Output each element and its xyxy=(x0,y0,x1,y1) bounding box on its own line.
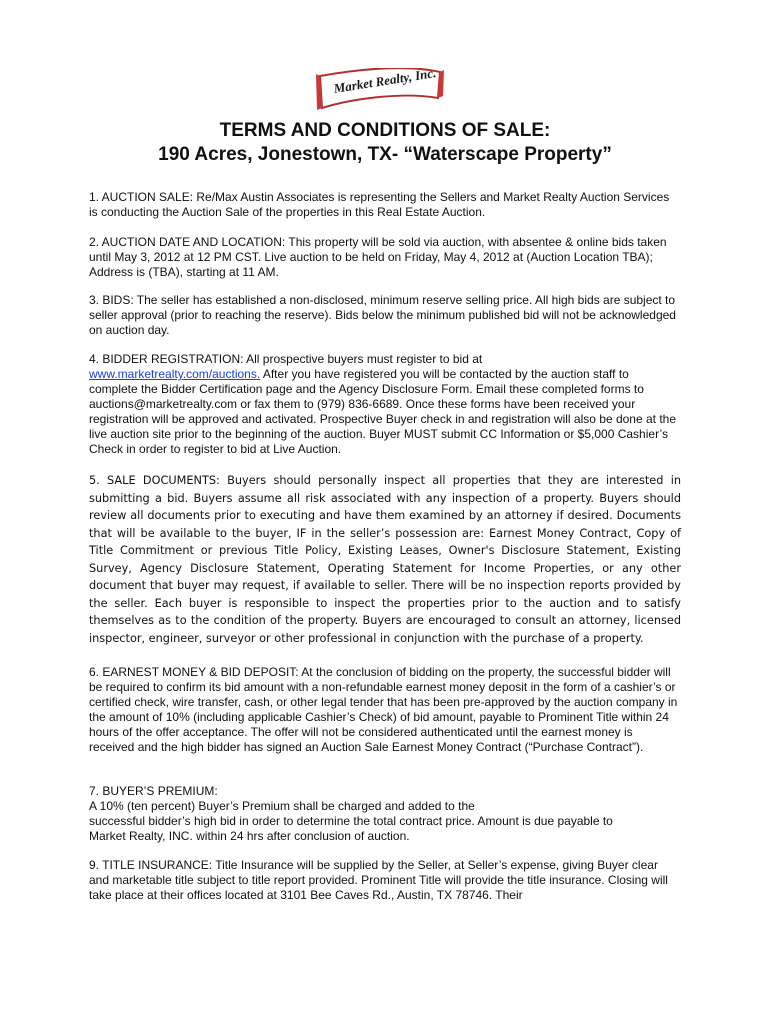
section-bidder-registration xyxy=(89,352,679,457)
section-earnest-money: 6. EARNEST MONEY & BID DEPOSIT: At the conclusion of bidding on the property, the successful bidder will be required to confirm its bid amount with a non-refundable earnest money deposit in the form of a cashier’s or certified check, wire transfer, cash, or other legal tender that has been pre-approved by the auction company in the amount of 10% (including applicable Cashier’s Check) of bid amount, payable to Prominent Title within 24 hours of the offer acceptance. The offer will not be considered authenticated until the earnest money is received and the high bidder has signed an Auction Sale Earnest Money Contract (“Purchase Contract”). xyxy=(89,665,678,754)
section-auction-sale: 1. AUCTION SALE: Re/Max Austin Associates is representing the Sellers and Market Realty Auction Services is conducting the Auction Sale of the properties in this Real Estate Auction. xyxy=(89,190,670,219)
section-sale-documents: 5. SALE DOCUMENTS: Buyers should personally inspect all properties that they are interested in submitting a bid. Buyers assume all risk associated with any inspection of a property. Buyers should review all documents prior to executing and have them examined by an attorney if desired. Documents that will be available to the buyer, IF in the seller’s possession are: Earnest Money Contract, Copy of Title Commitment or previous Title Policy, Existing Leases, Owner's Disclosure Statement, Existing Survey, Agency Disclosure Statement, Operating Statement for Income Properties, or any other document that buyer may request, if available to seller. There will be no inspection reports provided by the seller. Each buyer is responsible to inspect the properties prior to the auction and to satisfy themselves as to the condition of the property. Buyers are encouraged to consult an attorney, licensed inspector, engineer, surveyor or other professional in conjunction with the purchase of a property. xyxy=(89,474,681,645)
section-buyers-premium xyxy=(89,784,679,844)
registration-intro: 4. BIDDER REGISTRATION: All prospective buyers must register to bid at xyxy=(89,352,483,366)
premium-heading: 7. BUYER’S PREMIUM: xyxy=(89,784,218,798)
premium-line-3: successful bidder’s high bid in order to determine the total contract price. Amount is due payable to xyxy=(89,814,613,828)
premium-line-2: A 10% (ten percent) Buyer’s Premium shall be charged and added to the xyxy=(89,799,475,813)
section-auction-date: 2. AUCTION DATE AND LOCATION: This property will be sold via auction, with absentee & online bids taken until May 3, 2012 at 12 PM CST. Live auction to be held on Friday, May 4, 2012 at (Auction Location TBA); Address is (TBA), starting at 11 AM. xyxy=(89,235,667,279)
section-bids: 3. BIDS: The seller has established a non-disclosed, minimum reserve selling price. All high bids are subject to seller approval (prior to reaching the reserve). Bids below the minimum published bid will not be acknowledged on auction day. xyxy=(89,293,676,337)
logo-text: Market Realty, Inc. xyxy=(332,65,438,97)
premium-line-4: Market Realty, INC. within 24 hrs after conclusion of auction. xyxy=(89,829,410,843)
page-title: TERMS AND CONDITIONS OF SALE: xyxy=(219,120,551,141)
page-subtitle: 190 Acres, Jonestown, TX- “Waterscape Property” xyxy=(158,144,612,165)
auctions-link[interactable]: www.marketrealty.com/auctions. xyxy=(89,367,261,381)
registration-details: After you have registered you will be contacted by the auction staff to complete the Bidder Certification page and the Agency Disclosure Form. Email these completed forms to auctions@marketrealty.com or fax them to (979) 836-6689. Once these forms have been received your registration will be approved and activated. Prospective Buyer check in and registration will also be done at the live auction site prior to the beginning of the auction. Buyer MUST submit CC Information or $5,000 Cashier’s Check in order to register to bid at Live Auction. xyxy=(89,367,676,456)
section-title-insurance: 9. TITLE INSURANCE: Title Insurance will be supplied by the Seller, at Seller’s expense, giving Buyer clear and marketable title subject to title report provided. Prominent Title will provide the title insurance. Closing will take place at their offices located at 3101 Bee Caves Rd., Austin, TX 78746. Their xyxy=(89,858,668,902)
